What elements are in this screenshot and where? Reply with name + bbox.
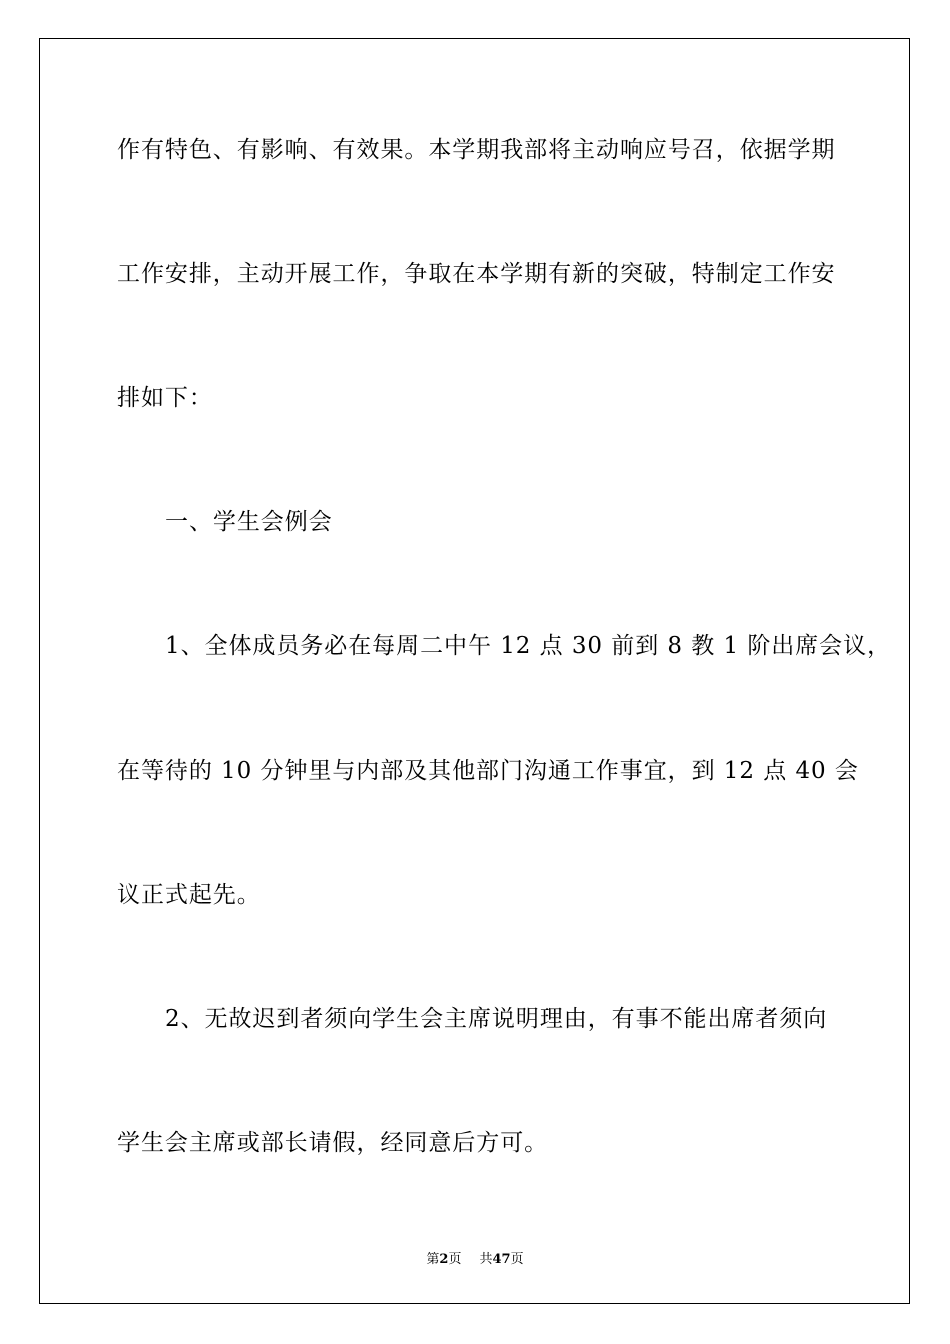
paragraph-line-5: 1、全体成员务必在每周二中午 12 点 30 前到 8 教 1 阶出席会议， [165, 633, 892, 659]
page-frame [39, 38, 910, 1304]
page-suffix: 页 [448, 1252, 462, 1267]
total-prefix: 共 [479, 1252, 493, 1267]
paragraph-line-8: 2、无故迟到者须向学生会主席说明理由，有事不能出席者须向 [165, 1006, 828, 1032]
paragraph-line-6: 在等待的 10 分钟里与内部及其他部门沟通工作事宜，到 12 点 40 会 [117, 758, 859, 784]
paragraph-line-9: 学生会主席或部长请假，经同意后方可。 [117, 1130, 549, 1156]
total-pages: 47 [492, 1252, 511, 1267]
paragraph-line-1: 作有特色、有影响、有效果。本学期我部将主动响应号召，依据学期 [117, 137, 836, 163]
page-number: 2 [439, 1252, 449, 1267]
page-footer [0, 1248, 950, 1267]
paragraph-line-7: 议正式起先。 [117, 882, 261, 908]
total-suffix: 页 [510, 1252, 524, 1267]
paragraph-line-3: 排如下： [117, 385, 213, 411]
page-prefix: 第 [426, 1252, 440, 1267]
section-heading: 一、学生会例会 [165, 509, 333, 535]
paragraph-line-2: 工作安排，主动开展工作，争取在本学期有新的突破，特制定工作安 [117, 261, 836, 287]
